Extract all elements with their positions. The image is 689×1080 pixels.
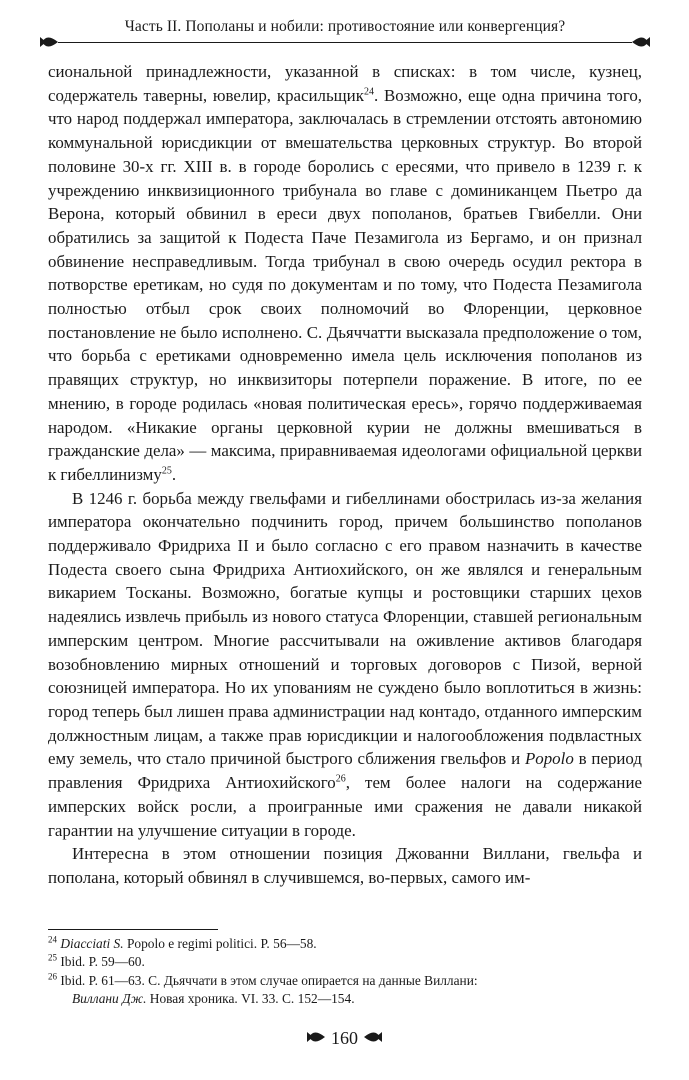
footnote-ref-26[interactable]: 26 xyxy=(335,773,346,785)
footnote-ref-25[interactable]: 25 xyxy=(161,465,172,477)
running-title: Часть II. Пополаны и нобили: противостояние или конвергенция? xyxy=(124,18,566,35)
footnote-number: 25 xyxy=(48,952,57,963)
right-ornament-icon xyxy=(630,35,650,49)
paragraph-2-text-c: , тем более налоги на содержание имперских войск росли, а проигранные ими сражения не давали никакой гарантии на улучшение ситуации в городе. xyxy=(48,773,642,840)
footnote-26 xyxy=(48,972,642,1009)
footnote-text: Новая хроника. VI. 33. С. 152—154. xyxy=(146,991,355,1007)
footnotes xyxy=(48,935,642,1009)
folio-left-ornament-icon xyxy=(307,1028,327,1049)
popolo-term: Popolo xyxy=(524,749,574,769)
footnote-24 xyxy=(48,935,642,953)
footnote-author: Виллани Дж. xyxy=(72,991,147,1007)
paragraph-1 xyxy=(48,60,642,487)
footnote-rule xyxy=(48,929,218,930)
running-head xyxy=(40,18,650,50)
main-text xyxy=(48,60,642,890)
footnote-text: Ibid. P. 61—63. С. Дьяччати в этом случае опирается на данные Виллани: xyxy=(57,972,478,988)
footnote-continuation xyxy=(48,991,355,1006)
paragraph-1-text-b: . Возможно, еще одна причина того, что народ поддержал императора, заключалась в стремлении отстоять автономию коммунальной юрисдикции от вмешательства церковных структур. Во второй половине 30-х гг. XIII в. в городе боролись с ересями, что привело в 1239 г. к учреждению инквизиционного трибунала во главе с доминиканцем Пьетро да Верона, который обвинил в ереси двух пополанов, братьев Гвибелли. Они обратились за защитой к Подеста Паче Пезамигола из Бергамо, и он признал обвинение несправедливым. Тогда трибунал в свою очередь осудил ректора в потворстве еретикам, но судя по документам и по тому, что Подеста Пезамигола полностью отбыл срок своих полномочий во Флоренции, церковное постановление не было исполнено. С. Дьяччатти высказала предположение о том, что борьба с еретиками одновременно имела цель исключения пополанов из правящих структур, но инквизиторы потерпели поражение. В итоге, по ее мнению, в городе родилась «новая политическая ересь», горячо поддерживаемая народом. «Никакие органы церковной курии не должны вмешиваться в гражданские дела» — максима, приравниваемая идеологами официальной церкви к гибеллинизму xyxy=(48,85,643,484)
footnote-ref-24[interactable]: 24 xyxy=(363,86,374,98)
footnote-25 xyxy=(48,953,642,971)
paragraph-3-text: Интересна в этом отношении позиция Джованни Виллани, гвельфа и пополана, который обвинял в случившемся, во-первых, самого им- xyxy=(48,844,642,887)
page-number: 160 xyxy=(331,1028,358,1048)
footnote-number: 26 xyxy=(48,971,57,982)
footnote-author: Diacciati S. xyxy=(60,936,124,951)
page-footer xyxy=(0,1028,689,1049)
paragraph-3 xyxy=(48,842,642,889)
paragraph-2-text-a: В 1246 г. борьба между гвельфами и гибеллинами обострилась из-за желания императора окончательно подчинить город, причем большинство пополанов поддерживало Фридриха II и было согласно с его правом назначить в качестве Подеста своего сына Фридриха Антиохийского, он же являлся и генеральным викарием Тосканы. Возможно, богатые купцы и ростовщики старших цехов надеялись извлечь прибыль из нового статуса Флоренции, ставшей региональным имперским центром. Многие рассчитывали на оживление активов благодаря возобновлению мирных отношений и торговых договоров с Пизой, верной союзницей императора. Но их упованиям не суждено было воплотиться в жизнь: город теперь был лишен права администрации над контадо, отданного имперским должностным лицам, а также прав юрисдикции и налогообложения подвластных ему земель, что стало причиной быстрого сближения гвельфов и xyxy=(48,488,642,769)
footnote-text: Popolo e regimi politici. P. 56—58. xyxy=(123,936,317,951)
header-rule xyxy=(58,42,632,43)
paragraph-2-text-b: в период правления Фридриха Антиохийского xyxy=(48,749,642,793)
left-ornament-icon xyxy=(40,35,60,49)
paragraph-2 xyxy=(48,487,642,843)
footnote-text: Ibid. P. 59—60. xyxy=(57,954,145,970)
footnote-number: 24 xyxy=(48,934,57,945)
paragraph-1-end: . xyxy=(171,464,177,484)
folio-right-ornament-icon xyxy=(362,1028,382,1049)
paragraph-1-text-a: сиональной принадлежности, указанной в списках: в том числе, кузнец, содержатель таверны, ювелир, красильщик xyxy=(48,62,642,105)
